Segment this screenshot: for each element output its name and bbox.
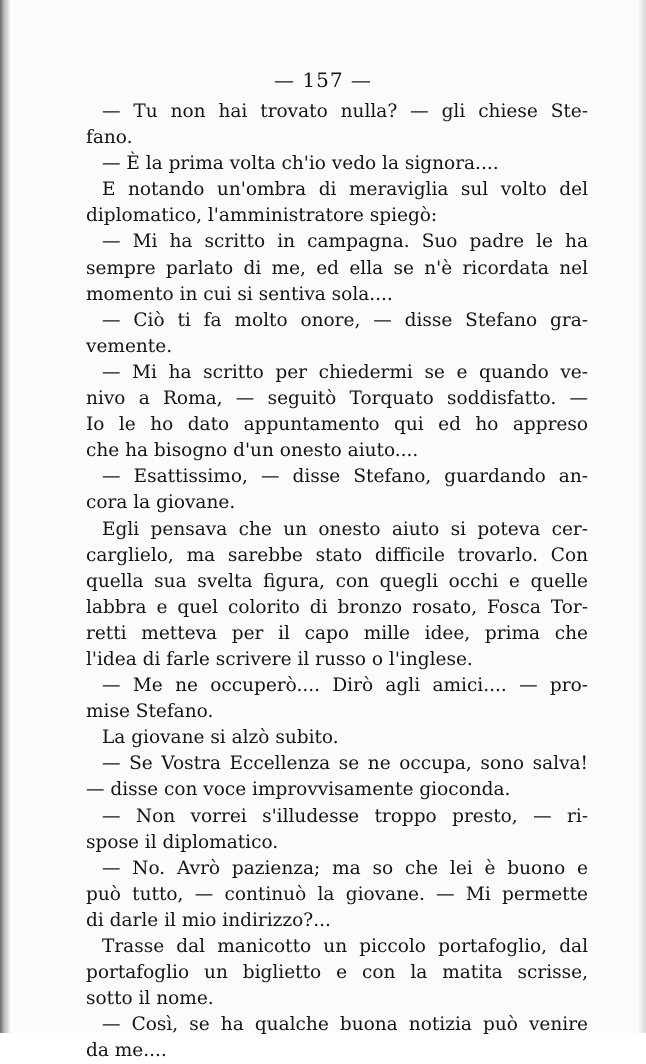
- text-line: Io le ho dato appuntamento qui ed ho appreso: [86, 414, 588, 436]
- text-line: — Ciò ti fa molto onore, — disse Stefano gra-: [102, 309, 588, 331]
- text-line: momento in cui si sentiva sola....: [86, 283, 393, 305]
- text-line: Trasse dal manicotto un piccolo portafoglio, dal: [102, 936, 588, 957]
- text-line: — Così, se ha qualche buona notizia può venire: [102, 1014, 588, 1036]
- text-line: sempre parlato di me, ed ella se n'è ricordata nel: [86, 257, 588, 279]
- text-line: da me....: [86, 1040, 167, 1062]
- page-edge: [638, 0, 646, 1033]
- text-line: sotto il nome.: [86, 988, 214, 1010]
- text-line: — Non vorrei s'illudesse troppo presto, — ri-: [102, 805, 588, 827]
- spine-shadow: [0, 0, 10, 1033]
- text-line: — È la prima volta ch'io vedo la signora....: [102, 153, 499, 175]
- text-line: l'idea di farle scrivere il russo o l'inglese.: [86, 648, 473, 670]
- text-line: quella sua svelta figura, con quegli occhi e quelle: [86, 570, 588, 592]
- text-line: E notando un'ombra di meraviglia sul volto del: [102, 179, 588, 201]
- text-line: fano.: [86, 127, 133, 149]
- text-line: spose il diplomatico.: [86, 831, 279, 853]
- text-line: diplomatico, l'amministratore spiegò:: [86, 205, 438, 227]
- text-line: — No. Avrò pazienza; ma so che lei è buono e: [102, 857, 588, 879]
- text-line: — Me ne occuperò.... Dirò agli amici.... — pro-: [102, 675, 588, 697]
- text-line: La giovane si alzò subito.: [102, 727, 339, 749]
- page-number: — 157 —: [274, 68, 372, 92]
- text-line: Egli pensava che un onesto aiuto si poteva cer-: [102, 518, 588, 540]
- text-line: mise Stefano.: [86, 701, 214, 723]
- text-line: di darle il mio indirizzo?...: [86, 909, 331, 931]
- text-line: nivo a Roma, — seguitò Torquato soddisfatto. —: [86, 388, 588, 410]
- text-line: — disse con voce improvvisamente gioconda.: [86, 779, 511, 801]
- text-line: — Mi ha scritto per chiedermi se e quando ve-: [102, 361, 588, 383]
- text-line: che ha bisogno d'un onesto aiuto....: [86, 440, 419, 462]
- text-line: — Tu non hai trovato nulla? — gli chiese Ste-: [102, 101, 588, 122]
- text-line: — Se Vostra Eccellenza se ne occupa, sono salva!: [102, 753, 588, 775]
- text-line: — Mi ha scritto in campagna. Suo padre le ha: [102, 231, 588, 253]
- body-text: [86, 99, 588, 1064]
- text-line: vemente.: [86, 335, 173, 357]
- text-line: retti metteva per il capo mille idee, prima che: [86, 622, 588, 644]
- text-line: portafoglio un biglietto e con la matita scrisse,: [86, 962, 588, 984]
- text-line: carglielo, ma sarebbe stato difficile trovarlo. Con: [86, 544, 588, 566]
- text-line: può tutto, — continuò la giovane. — Mi permette: [86, 883, 588, 905]
- text-line: — Esattissimo, — disse Stefano, guardando an-: [102, 466, 588, 488]
- text-line: labbra e quel colorito di bronzo rosato, Fosca Tor-: [86, 596, 588, 618]
- text-line: cora la giovane.: [86, 492, 236, 514]
